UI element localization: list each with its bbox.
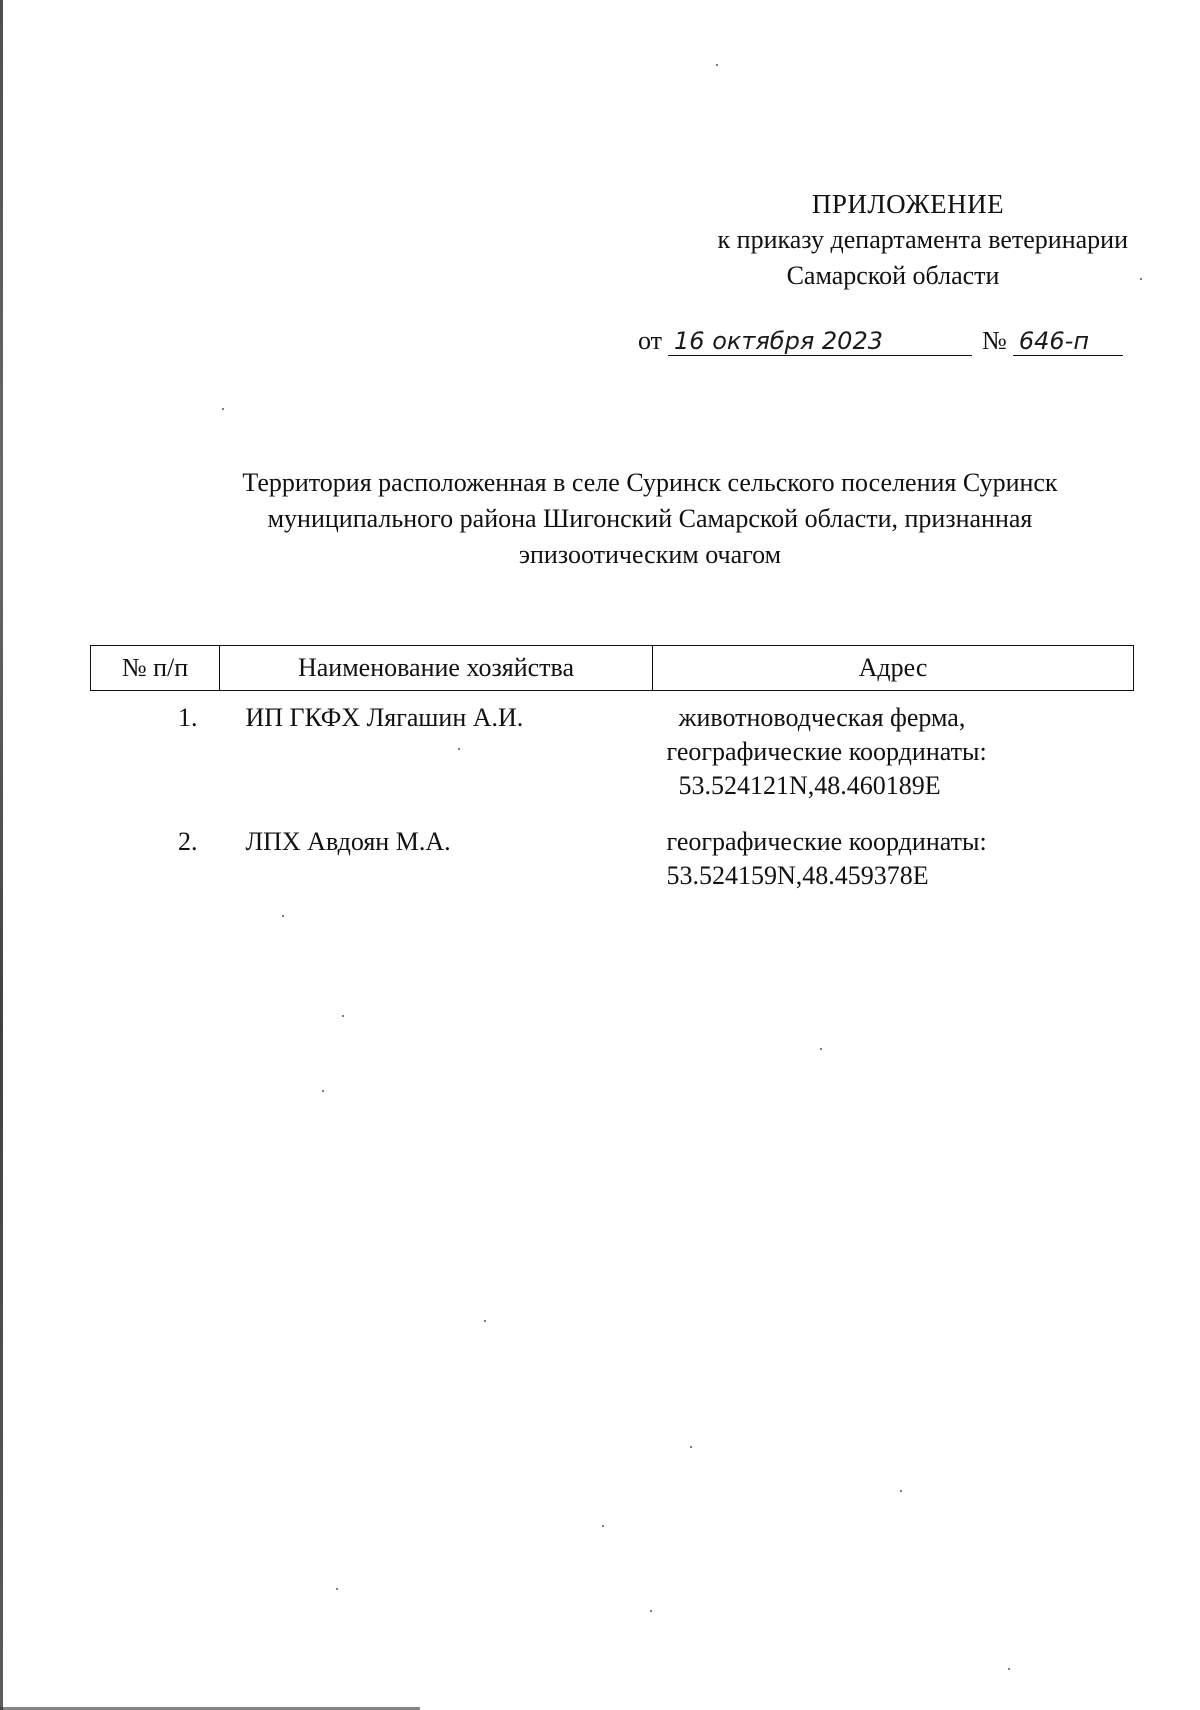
scan-speck — [900, 1490, 902, 1492]
title-line: эпизоотическим очагом — [518, 540, 782, 569]
address-line: географические координаты: — [666, 827, 987, 856]
scan-speck — [820, 1048, 822, 1050]
farms-table — [90, 645, 1134, 893]
row-farm-name: ЛПХ Авдоян М.А. — [245, 827, 451, 856]
scan-edge-artifact — [0, 0, 3, 1710]
scan-speck — [1008, 1668, 1010, 1670]
scan-speck — [342, 1015, 344, 1017]
table-row — [91, 811, 1134, 893]
address-line: географические координаты: — [666, 737, 987, 766]
order-number-handwritten: 646-п — [1013, 327, 1123, 356]
order-from-label: от — [638, 326, 663, 355]
address-line: животноводческая ферма, — [678, 703, 966, 732]
row-num: 1. — [178, 703, 198, 732]
title-line: муниципального района Шигонский Самарской области, признанная — [267, 504, 1033, 533]
order-date-handwritten: 16 октября 2023 — [668, 327, 972, 356]
row-num: 2. — [178, 827, 198, 856]
order-date-number — [638, 326, 1123, 356]
document-title — [170, 465, 1130, 573]
row-address — [653, 811, 1134, 893]
table-row — [91, 691, 1134, 812]
appendix-line-order: к приказу департамента ветеринарии — [717, 225, 1128, 254]
appendix-line-region: Самарской области — [786, 261, 1000, 290]
scan-speck — [222, 408, 224, 410]
farms-table-wrapper — [90, 645, 1134, 893]
scan-speck — [322, 1090, 324, 1092]
scan-speck — [336, 1588, 338, 1590]
scan-speck — [282, 915, 284, 917]
header-address: Адрес — [653, 646, 1134, 691]
scan-speck — [690, 1446, 692, 1448]
address-line: 53.524121N,48.460189E — [678, 771, 941, 800]
scan-speck — [716, 64, 718, 66]
scan-speck — [1140, 278, 1142, 280]
title-line: Территория расположенная в селе Суринск сельского поселения Суринск — [242, 468, 1058, 497]
scan-speck — [650, 1610, 652, 1612]
appendix-header — [658, 186, 1128, 294]
address-line: 53.524159N,48.459378E — [666, 861, 929, 890]
table-header-row — [91, 646, 1134, 691]
row-farm-name: ИП ГКФХ Лягашин А.И. — [245, 703, 524, 732]
scan-speck — [602, 1525, 604, 1527]
scan-speck — [484, 1320, 486, 1322]
order-number-label: № — [982, 326, 1007, 355]
header-num: № п/п — [91, 646, 220, 691]
appendix-heading: ПРИЛОЖЕНИЕ — [811, 189, 1005, 219]
header-farm-name: Наименование хозяйства — [220, 646, 653, 691]
row-address — [653, 691, 1134, 812]
